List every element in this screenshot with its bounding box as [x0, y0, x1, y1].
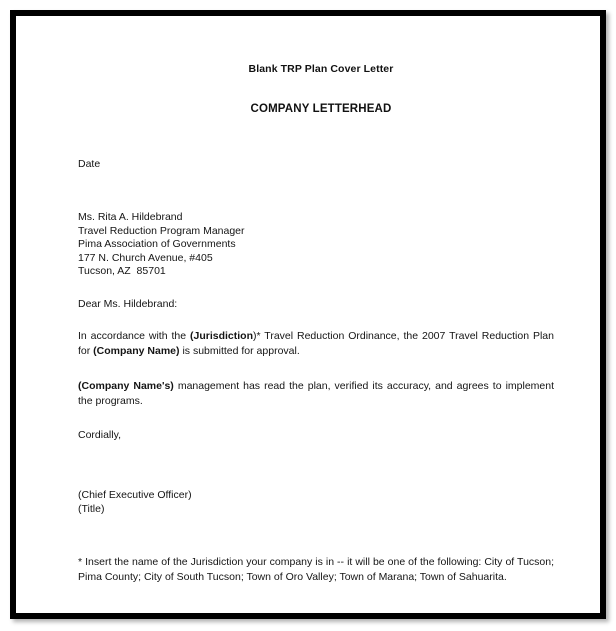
company-name-possessive-placeholder: (Company Name's) — [78, 379, 174, 392]
body-paragraph-1 — [78, 329, 554, 360]
document-title: Blank TRP Plan Cover Letter — [248, 63, 394, 75]
recipient-city-state-zip: Tucson, AZ 85701 — [78, 265, 166, 278]
recipient-street: 177 N. Church Avenue, #405 — [78, 251, 213, 264]
signature-block — [78, 489, 554, 517]
paragraph-2-text-part-1: management has read the plan, verified its accuracy, and agrees to implement the programs. — [78, 379, 555, 408]
paragraph-1-text-part-1: In accordance with the — [78, 329, 190, 342]
signatory-title-placeholder: (Title) — [78, 502, 105, 515]
paragraph-1-text-part-3: is submitted for approval. — [179, 345, 300, 358]
document-sheet — [16, 16, 600, 613]
letter-body — [16, 158, 600, 586]
heading-block — [16, 63, 600, 115]
closing-salutation: Cordially, — [78, 428, 121, 441]
document-border-frame — [10, 10, 606, 619]
jurisdiction-placeholder: (Jurisdiction — [189, 329, 253, 342]
recipient-address-block — [78, 211, 554, 279]
recipient-name: Ms. Rita A. Hildebrand — [78, 211, 183, 223]
company-letterhead-heading: COMPANY LETTERHEAD — [250, 103, 392, 115]
recipient-job-title: Travel Reduction Program Manager — [78, 224, 245, 237]
signatory-officer-placeholder: (Chief Executive Officer) — [78, 488, 192, 501]
salutation: Dear Ms. Hildebrand: — [78, 297, 178, 310]
jurisdiction-footnote: * Insert the name of the Jurisdiction your company is in -- it will be one of the following: City of Tucson; Pima County; City of South Tucson; Town of Oro Valley; Town of Marana; Town of Sahuarita. — [78, 555, 554, 584]
date-placeholder: Date — [78, 158, 101, 170]
company-name-placeholder: (Company Name) — [93, 345, 180, 358]
paragraph-1-text-part-2: )* Travel Reduction Ordinance, the 2007 Travel Reduction Plan for — [78, 329, 554, 358]
recipient-organization: Pima Association of Governments — [78, 238, 236, 251]
body-paragraph-2 — [78, 379, 554, 410]
